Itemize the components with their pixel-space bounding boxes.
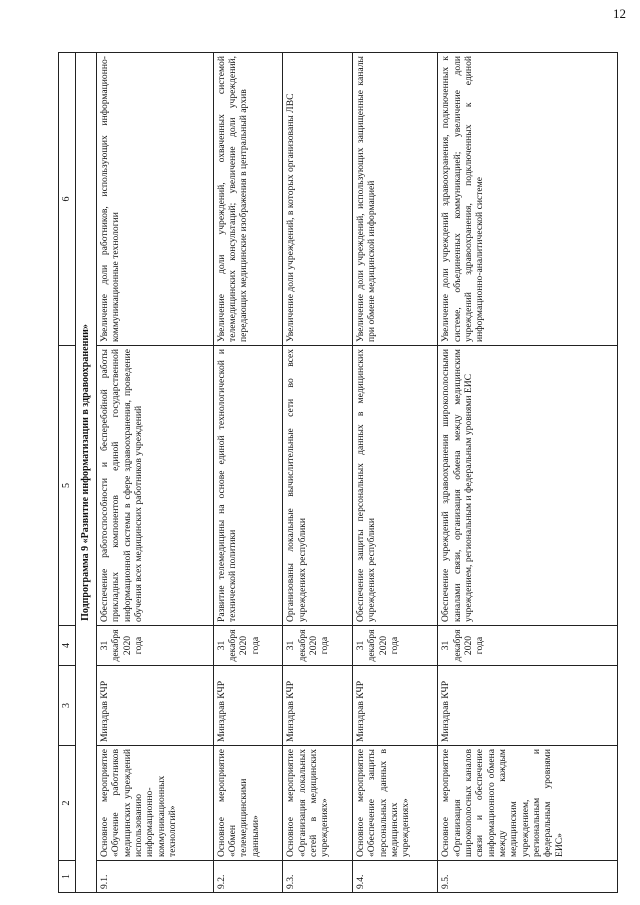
executor: Минздрав КЧР xyxy=(438,666,618,746)
rotated-table-container xyxy=(58,53,618,893)
table-row xyxy=(353,53,438,893)
header-col-1: 1 xyxy=(59,861,76,893)
expected-result: Обеспечение защиты персональных данных в медицинских учреждениях республики xyxy=(353,346,438,626)
indicator: Увеличение доли учреждений, использующих защищенные каналы при обмене медицинской информацией xyxy=(353,53,438,346)
header-col-2: 2 xyxy=(59,746,76,861)
deadline: 31 декабря 2020 года xyxy=(438,626,618,666)
deadline: 31 декабря 2020 года xyxy=(353,626,438,666)
indicator: Увеличение доли работников, использующих информационно-коммуникационные технологии xyxy=(97,53,214,346)
executor: Минздрав КЧР xyxy=(97,666,214,746)
table-row xyxy=(97,53,214,893)
indicator: Увеличение доли учреждений здравоохранения, подключенных к системе, объединенных коммуникацией; увеличение доли учреждений здравоохранения, подключенных к единой информационно-аналитической системе xyxy=(438,53,618,346)
measure-name: Основное мероприятие «Организация локальных сетей в медицинских учреждениях» xyxy=(283,746,353,861)
indicator: Увеличение доли учреждений, в которых организованы ЛВС xyxy=(283,53,353,346)
expected-result: Обеспечение учреждений здравоохранения широкополосными каналами связи, организация обмена между медицинским учреждением, региональным и федеральным уровнями ЕИС xyxy=(438,346,618,626)
expected-result: Организованы локальные вычислительные сети во всех учреждениях республики xyxy=(283,346,353,626)
measure-name: Основное мероприятие «Обеспечение защиты персональных данных в медицинских учреждениях» xyxy=(353,746,438,861)
header-col-3: 3 xyxy=(59,666,76,746)
subprogram-row xyxy=(76,53,97,893)
expected-result: Развитие телемедицины на основе единой технологической и технической политики xyxy=(213,346,283,626)
header-col-5: 5 xyxy=(59,346,76,626)
row-number: 9.5. xyxy=(438,861,618,893)
subprogram-title: Подпрограмма 9 «Развитие информатизации в здравоохранении» xyxy=(76,53,97,893)
table-row xyxy=(213,53,283,893)
measure-name: Основное мероприятие «Обучение работников медицинских учреждений использованию информационно-коммуникационных технологий» xyxy=(97,746,214,861)
header-col-4: 4 xyxy=(59,626,76,666)
executor: Минздрав КЧР xyxy=(353,666,438,746)
indicator: Увеличение доли учреждений, охваченных системой телемедицинских консультаций; увеличение доли учреждений, передающих медицинские изображения в центральный архив xyxy=(213,53,283,346)
measures-table xyxy=(58,52,618,893)
row-number: 9.2. xyxy=(213,861,283,893)
table-row xyxy=(438,53,618,893)
row-number: 9.4. xyxy=(353,861,438,893)
measure-name: Основное мероприятие «Организация широкополосных каналов связи и обеспечение информационного обмена между каждым медицинским учреждением, региональным и федеральным уровнями ЕИС» xyxy=(438,746,618,861)
header-row xyxy=(59,53,76,893)
deadline: 31 декабря 2020 года xyxy=(213,626,283,666)
row-number: 9.1. xyxy=(97,861,214,893)
executor: Минздрав КЧР xyxy=(283,666,353,746)
header-col-6: 6 xyxy=(59,53,76,346)
deadline: 31 декабря 2020 года xyxy=(97,626,214,666)
measure-name: Основное мероприятие «Обмен телемедицинскими данными» xyxy=(213,746,283,861)
page-number: 12 xyxy=(613,6,626,21)
expected-result: Обеспечение работоспособности и бесперебойной работы прикладных компонентов единой государственной информационной системы в сфере здравоохранения, проведение обучения всех медицинских работников учреждений xyxy=(97,346,214,626)
table-row xyxy=(283,53,353,893)
deadline: 31 декабря 2020 года xyxy=(283,626,353,666)
row-number: 9.3. xyxy=(283,861,353,893)
executor: Минздрав КЧР xyxy=(213,666,283,746)
